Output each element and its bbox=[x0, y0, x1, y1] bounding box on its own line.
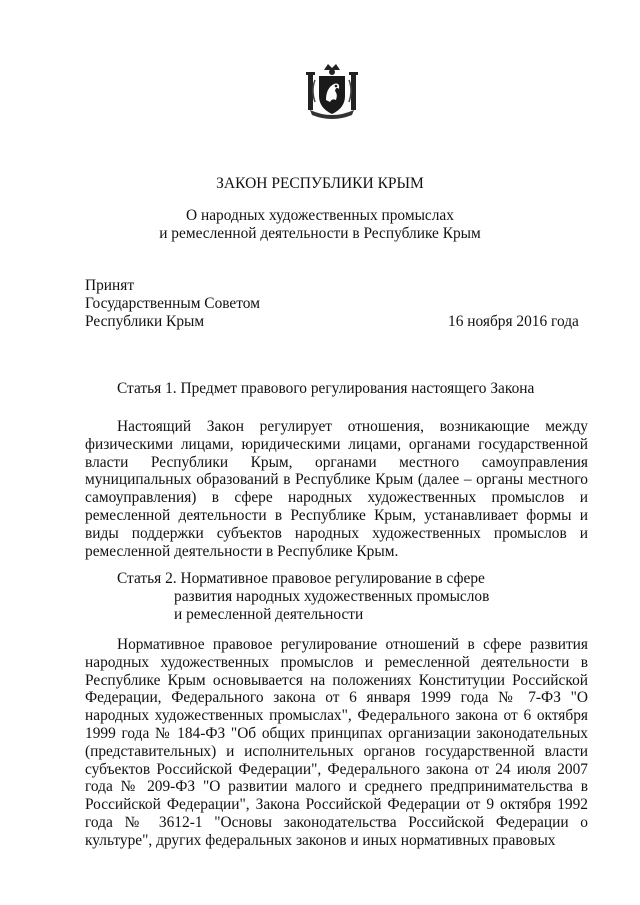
article-2-heading-line-3: и ремесленной деятельности bbox=[174, 606, 364, 623]
subtitle-line-2: и ремесленной деятельности в Республике Крым bbox=[159, 225, 481, 242]
article-2-heading-line-2: развития народных художественных промыслов bbox=[174, 588, 490, 605]
article-1-text: Настоящий Закон регулирует отношения, возникающие между физическими лицами, юридическими лицами, органами государственной власти Республики Крым, органами местного самоуправления муниципальных образований в Республике Крым (далее – органы местного самоуправления) в сфере народных художественных промыслов и ремесленной деятельности в Республике Крым, устанавливает формы и виды поддержки субъектов народных художественных промыслов и ремесленной деятельности в Республике Крым. bbox=[85, 418, 588, 560]
law-title: ЗАКОН РЕСПУБЛИКИ КРЫМ bbox=[216, 175, 424, 192]
article-2-heading-line-1: Статья 2. Нормативное правовое регулирование в сфере bbox=[117, 570, 485, 587]
article-1-heading: Статья 1. Предмет правового регулирования настоящего Закона bbox=[117, 380, 535, 397]
crimea-coat-of-arms-icon bbox=[302, 62, 362, 120]
law-subtitle bbox=[0, 207, 640, 243]
adoption-line-2: Государственным Советом bbox=[85, 295, 260, 312]
adoption-block bbox=[85, 277, 260, 331]
article-2-heading bbox=[117, 570, 547, 624]
adoption-date: 16 ноября 2016 года bbox=[448, 313, 579, 330]
adoption-line-3: Республики Крым bbox=[85, 313, 205, 330]
subtitle-line-1: О народных художественных промыслах bbox=[186, 207, 454, 224]
adoption-line-1: Принят bbox=[85, 277, 135, 294]
article-2-text: Нормативное правовое регулирование отношений в сфере развития народных художественных промыслов и ремесленной деятельности в Республике Крым основывается на положениях Конституции Российской Федерации, Федерального закона от 6 января 1999 года № 7-ФЗ "О народных художественных промыслах", Федерального закона от 6 октября 1999 года № 184-ФЗ "Об общих принципах организации законодательных (представительных) и исполнительных органов государственной власти субъектов Российской Федерации", Федерального закона от 24 июля 2007 года № 209-ФЗ "О развитии малого и среднего предпринимательства в Российской Федерации", Закона Российской Федерации от 9 октября 1992 года № 3612-1 "Основы законодательства Российской Федерации о культуре", других федеральных законов и иных нормативных правовых bbox=[85, 636, 588, 849]
